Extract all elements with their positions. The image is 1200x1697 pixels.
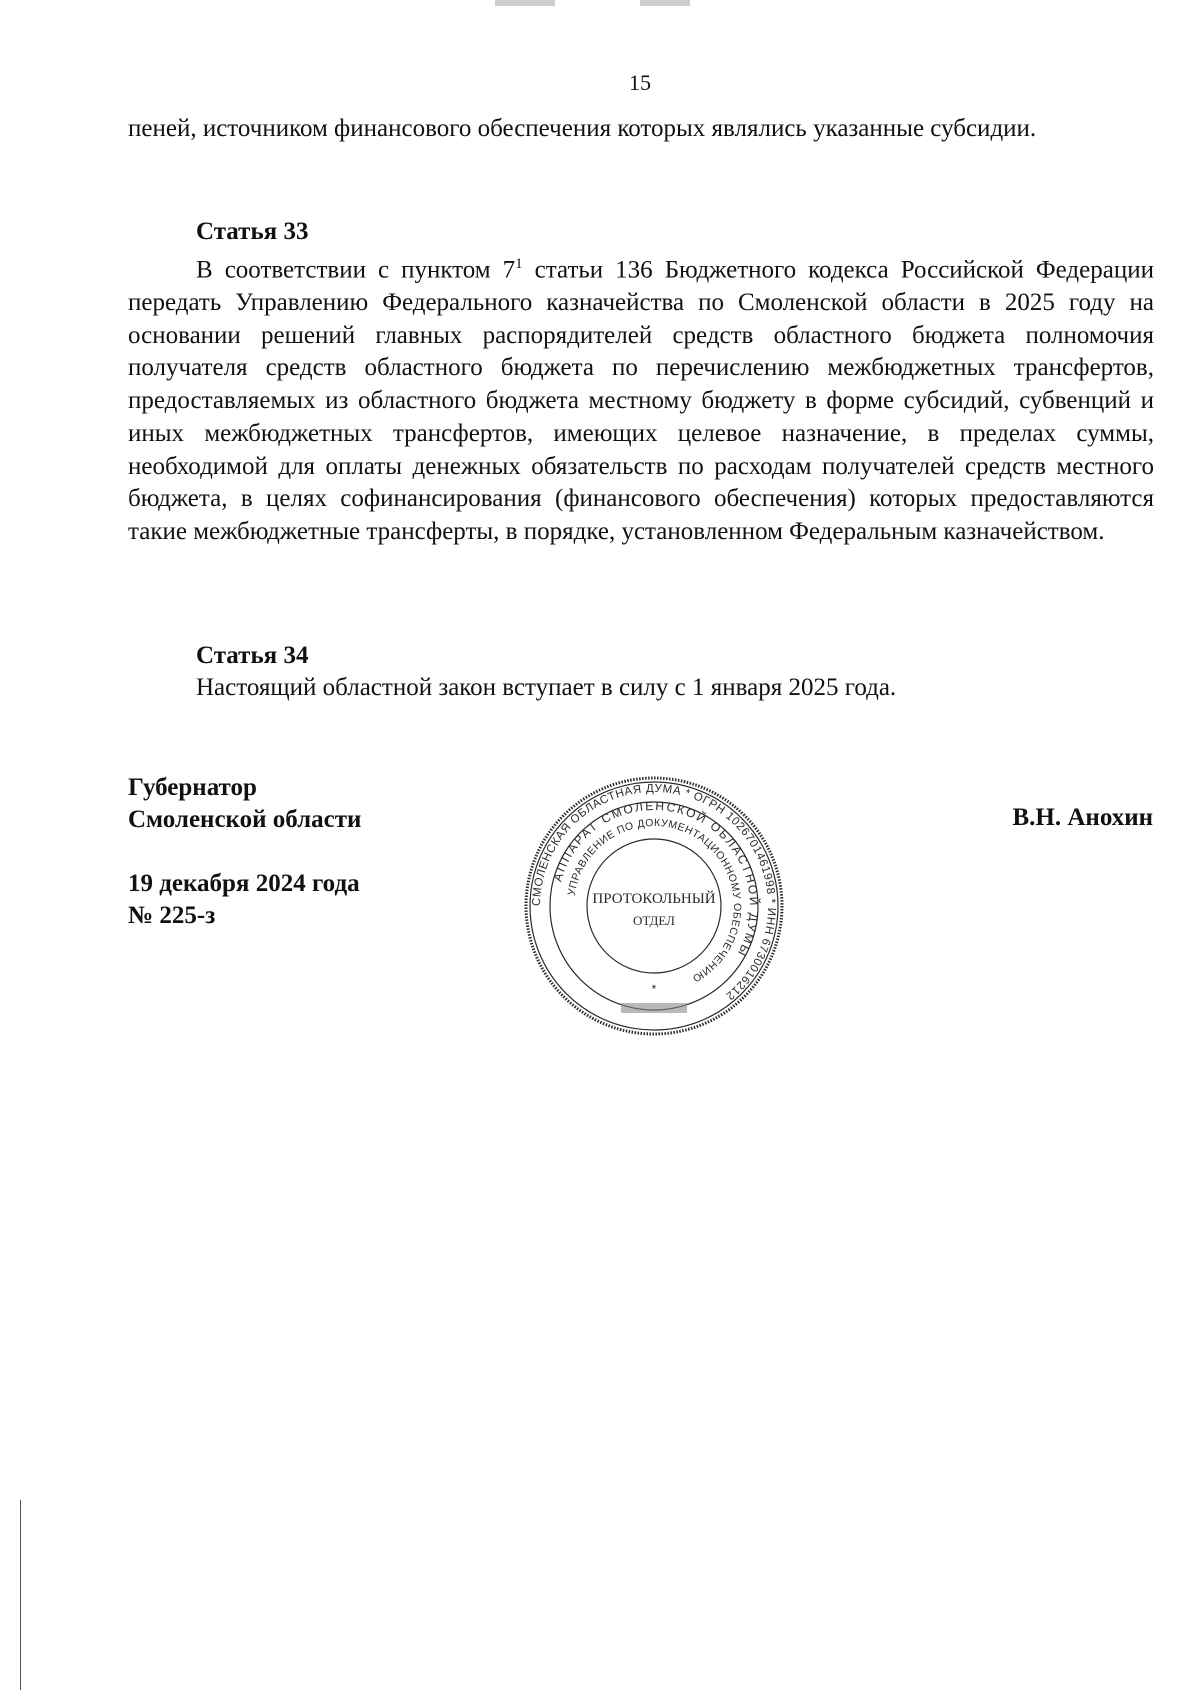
signatory-title-line2: Смоленской области (128, 806, 362, 833)
stamp-center-line2: ОТДЕЛ (633, 913, 675, 928)
law-number: № 225-з (128, 902, 216, 929)
official-stamp (523, 775, 785, 1037)
intro-paragraph: пеней, источником финансового обеспечения которых являлись указанные субсидии. (128, 115, 1037, 142)
article-33-superscript: 1 (515, 256, 523, 272)
article-33-heading: Статья 33 (196, 218, 309, 245)
signatory-title (128, 772, 361, 836)
stamp-smudge (621, 1003, 687, 1013)
article-33-text-rest: статьи 136 Бюджетного кодекса Российской Федерации передать Управлению Федерального казначейства по Смоленской области в 2025 году на основании решений главных распорядителей средств областного бюджета полномочия получателя средств областного бюджета по перечислению межбюджетных трансфертов, предоставляемых из областного бюджета местному бюджету в форме субсидий, субвенций и иных межбюджетных трансфертов, имеющих целевое назначение, в пределах суммы, необходимой для оплаты денежных обязательств по расходам получателей средств местного бюджета, в целях софинансирования (финансового обеспечения) которых предоставляются такие межбюджетные трансферты, в порядке, установленном Федеральным казначейством. (128, 256, 1154, 545)
stamp-star-icon: * (651, 982, 657, 996)
signatory-title-line1: Губернатор (128, 774, 257, 801)
scan-artifact (640, 0, 690, 6)
article-33-text (128, 248, 1154, 549)
stamp-inner-ring-text: УПРАВЛЕНИЕ ПО ДОКУМЕНТАЦИОННОМУ ОБЕСПЕЧЕНИЮ (565, 816, 744, 985)
stamp-center-line1: ПРОТОКОЛЬНЫЙ (592, 891, 716, 907)
scan-edge-line (20, 1500, 21, 1690)
article-34 (128, 640, 1154, 705)
intro-paragraph-block (128, 113, 1154, 146)
article-34-heading: Статья 34 (196, 642, 309, 669)
stamp-outer-ring-text: СМОЛЕНСКАЯ ОБЛАСТНАЯ ДУМА * ОГРН 1026701461998 * ИНН 6730016212 (530, 782, 778, 1002)
scan-artifact (495, 0, 555, 6)
article-34-text: Настоящий областной закон вступает в силу с 1 января 2025 года. (196, 674, 897, 701)
article-33 (128, 216, 1154, 549)
law-date-block (128, 868, 360, 932)
article-33-text-start: В соответствии с пунктом 7 (196, 256, 516, 284)
law-date: 19 декабря 2024 года (128, 870, 360, 897)
page-number: 15 (629, 70, 651, 95)
signatory-name: В.Н. Анохин (1012, 804, 1153, 831)
stamp-middle-ring-text: АППАРАТ СМОЛЕНСКОЙ ОБЛАСТНОЙ ДУМЫ (550, 798, 762, 960)
